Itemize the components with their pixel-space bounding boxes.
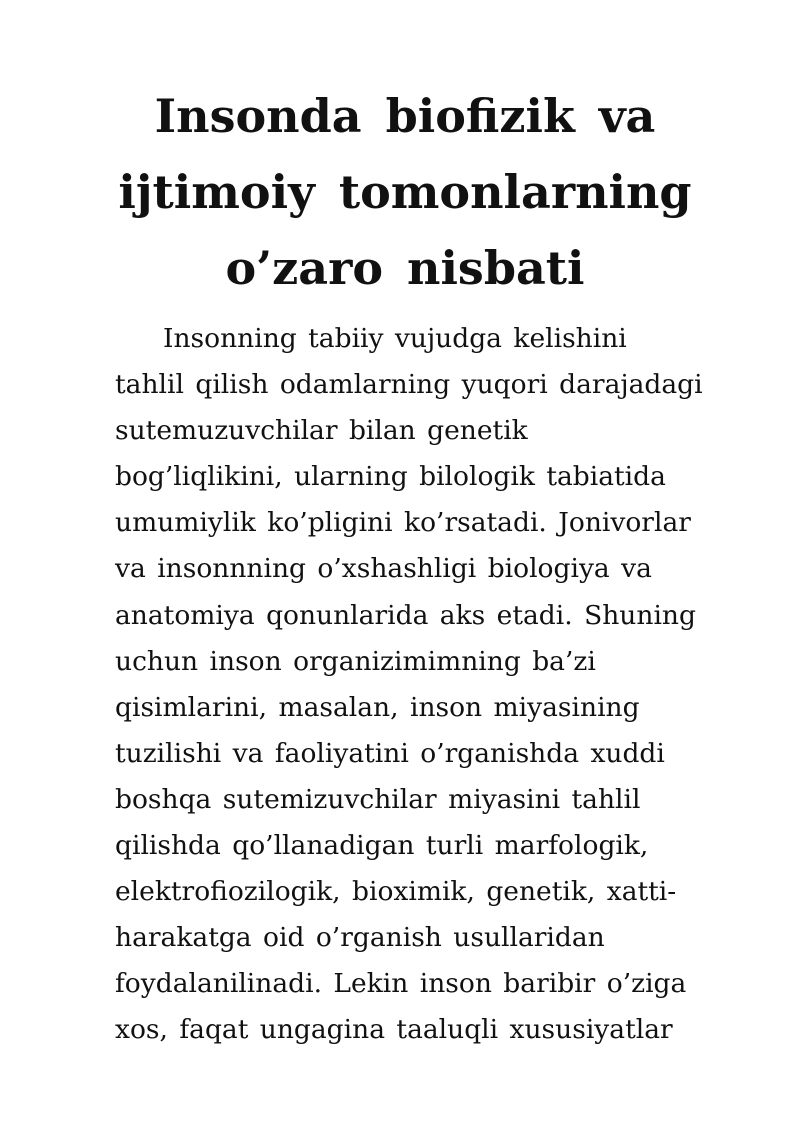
body-paragraph — [115, 316, 755, 1054]
body-line-9: qisimlarini, masalan, inson miyasining — [115, 691, 640, 723]
body-line-16: xos, faqat ungagina taaluqli xususiyatlar — [115, 1014, 673, 1046]
title-line-3: o’zaro nisbati — [225, 241, 585, 295]
body-line-13: elektrofiozilogik, bioximik, genetik, xatti- — [115, 876, 677, 908]
body-line-4: bog’liqlikini, ularning bilologik tabiatida — [115, 461, 666, 493]
body-line-10: tuzilishi va faoliyatini o’rganishda xuddi — [115, 737, 665, 769]
body-line-3: sutemuzuvchilar bilan genetik — [115, 415, 528, 447]
title-line-2: ijtimoiy tomonlarning — [118, 165, 692, 219]
body-line-8: uchun inson organizimimning ba’zi — [115, 645, 596, 677]
body-line-5: umumiylik ko’pligini ko’rsatadi. Jonivorlar — [115, 507, 691, 539]
body-line-7: anatomiya qonunlarida aks etadi. Shuning — [115, 599, 696, 631]
body-line-1: Insonning tabiiy vujudga kelishini — [163, 323, 627, 354]
body-line-11: boshqa sutemizuvchilar miyasini tahlil — [115, 783, 641, 815]
body-line-15: foydalanilinadi. Lekin inson baribir o’ziga — [115, 968, 687, 1000]
page-title — [80, 78, 730, 306]
body-line-6: va insonnning o’xshashligi biologiya va — [115, 553, 652, 585]
body-line-14: harakatga oid o’rganish usullaridan — [115, 922, 605, 954]
title-line-1: Insonda biofizik va — [154, 89, 656, 143]
body-line-2: tahlil qilish odamlarning yuqori darajadagi — [115, 369, 703, 401]
body-line-12: qilishda qo’llanadigan turli marfologik, — [115, 830, 649, 862]
